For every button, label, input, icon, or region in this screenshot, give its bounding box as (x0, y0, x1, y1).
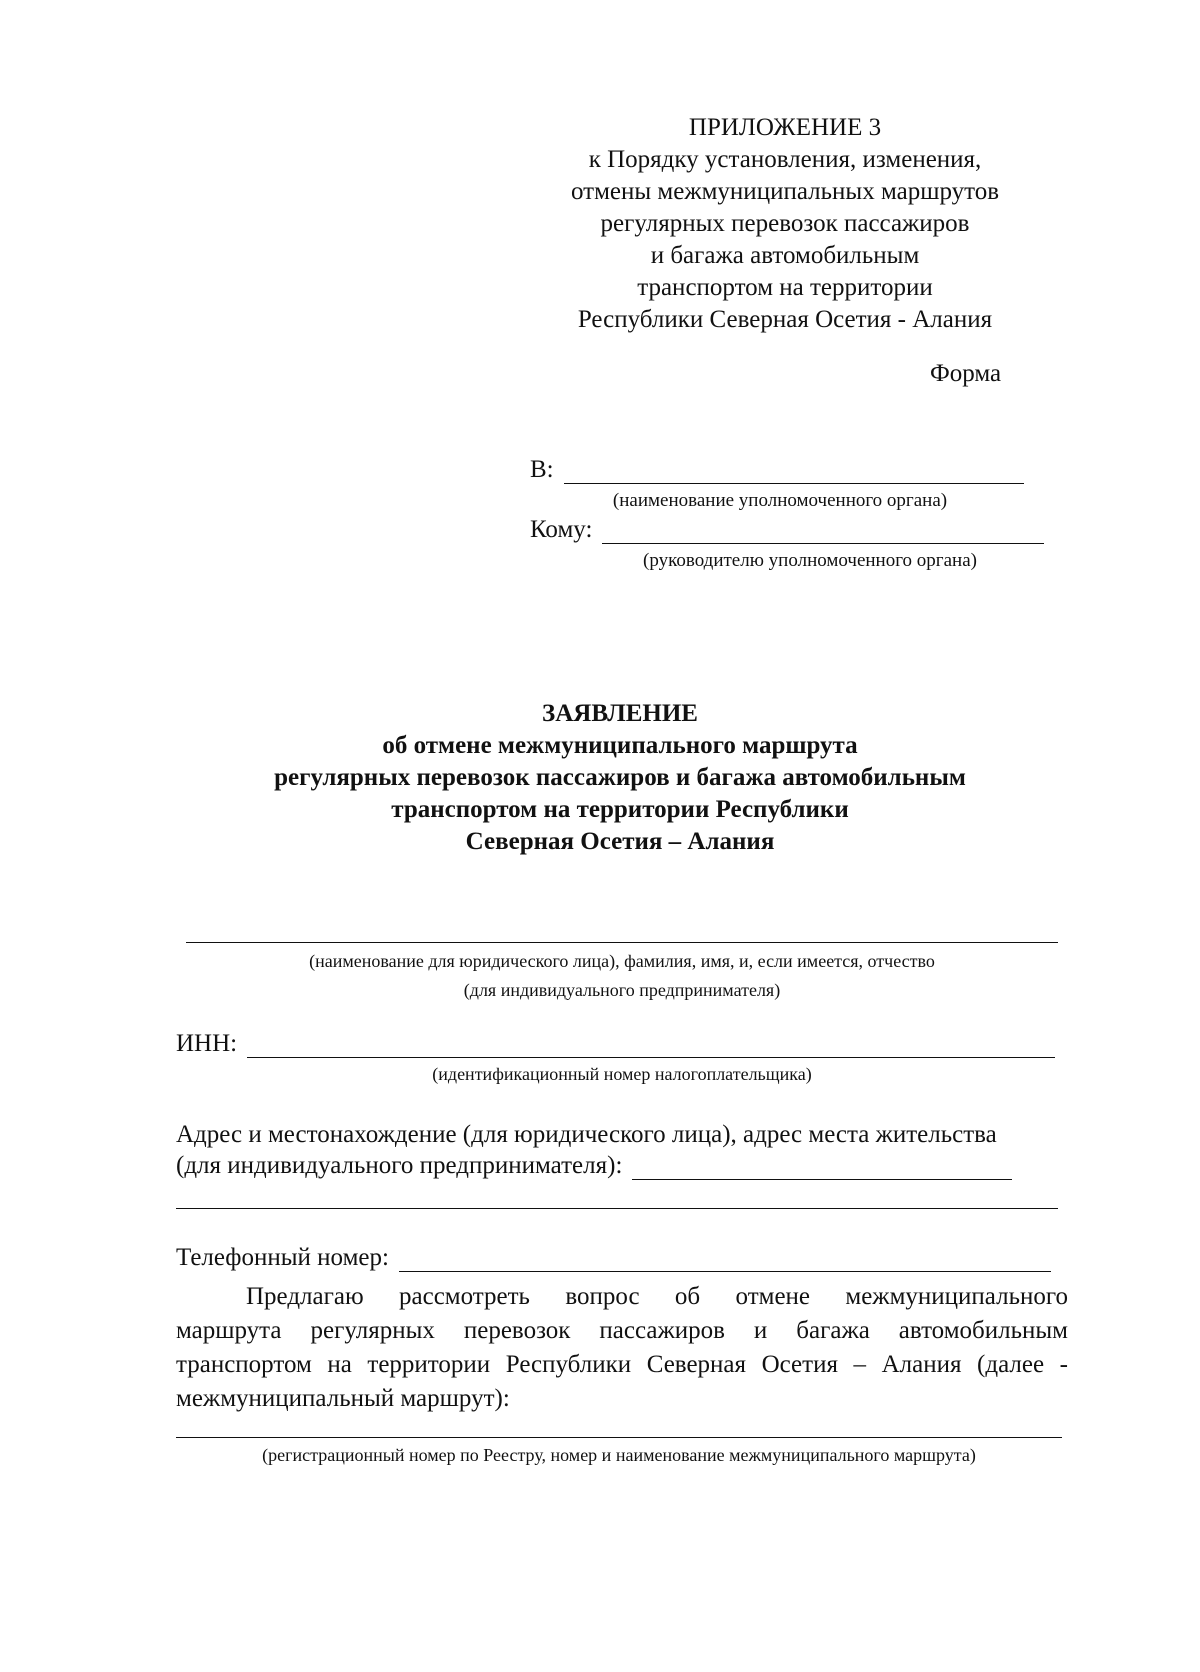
statement-title: ЗАЯВЛЕНИЕ (542, 700, 698, 727)
inn-caption: (идентификационный номер налогоплательщика) (432, 1064, 812, 1084)
applicant-caption-line2: (для индивидуального предпринимателя) (463, 980, 781, 1000)
inn-label: ИНН: (176, 1030, 238, 1057)
address-field-row (176, 1152, 1012, 1180)
appendix-line: к Порядку установления, изменения, (588, 146, 982, 173)
statement-subtitle-line: регулярных перевозок пассажиров и багажа автомобильным (274, 764, 966, 791)
route-caption: (регистрационный номер по Реестру, номер и наименование межмуниципального маршрута) (262, 1445, 976, 1465)
whom-caption: (руководителю уполномоченного органа) (643, 550, 977, 571)
appendix-line: отмены межмуниципальных маршрутов (570, 178, 1000, 205)
appendix-block (540, 112, 1030, 336)
appendix-line: регулярных перевозок пассажиров (600, 210, 970, 237)
proposal-line3: транспортом на территории Республики Северная Осетия – Алания (далее - (176, 1351, 1068, 1378)
appendix-title: ПРИЛОЖЕНИЕ 3 (688, 114, 882, 141)
appendix-line: и багажа автомобильным (650, 242, 920, 269)
phone-field-row (176, 1244, 1051, 1272)
applicant-caption: (наименование для юридического лица), фамилия, имя, и, если имеется, отчество (309, 951, 935, 971)
inn-blank-line[interactable] (247, 1035, 1055, 1058)
to-caption: (наименование уполномоченного органа) (612, 490, 948, 511)
statement-heading (200, 698, 1040, 858)
form-label: Форма (930, 360, 1002, 387)
appendix-line: Республики Северная Осетия - Алания (577, 306, 993, 333)
statement-subtitle-line: Северная Осетия – Алания (465, 828, 775, 855)
to-field-row (530, 456, 1024, 484)
whom-field-row (530, 516, 1044, 544)
proposal-line1: Предлагаю рассмотреть вопрос об отмене межмуниципального (246, 1283, 1068, 1310)
applicant-name-blank-line[interactable] (186, 942, 1058, 943)
proposal-line4: межмуниципальный маршрут): (176, 1385, 510, 1412)
appendix-line: транспортом на территории (637, 274, 933, 301)
address-line2: (для индивидуального предпринимателя): (176, 1152, 623, 1179)
phone-label: Телефонный номер: (176, 1244, 389, 1271)
address-line1: Адрес и местонахождение (для юридического лица), адрес места жительства (176, 1121, 997, 1148)
statement-subtitle-line: об отмене межмуниципального маршрута (382, 732, 858, 759)
proposal-line2: маршрута регулярных перевозок пассажиров и багажа автомобильным (176, 1317, 1068, 1344)
whom-label: Кому: (530, 516, 593, 543)
to-blank-line[interactable] (564, 461, 1024, 484)
to-label: В: (530, 456, 554, 483)
statement-subtitle-line: транспортом на территории Республики (391, 796, 849, 823)
whom-blank-line[interactable] (602, 521, 1044, 544)
address-blank-line[interactable] (632, 1157, 1012, 1180)
phone-blank-line[interactable] (399, 1249, 1051, 1272)
address-blank-line-2[interactable] (176, 1208, 1058, 1209)
route-blank-line[interactable] (176, 1437, 1062, 1438)
inn-field-row (176, 1030, 1055, 1058)
